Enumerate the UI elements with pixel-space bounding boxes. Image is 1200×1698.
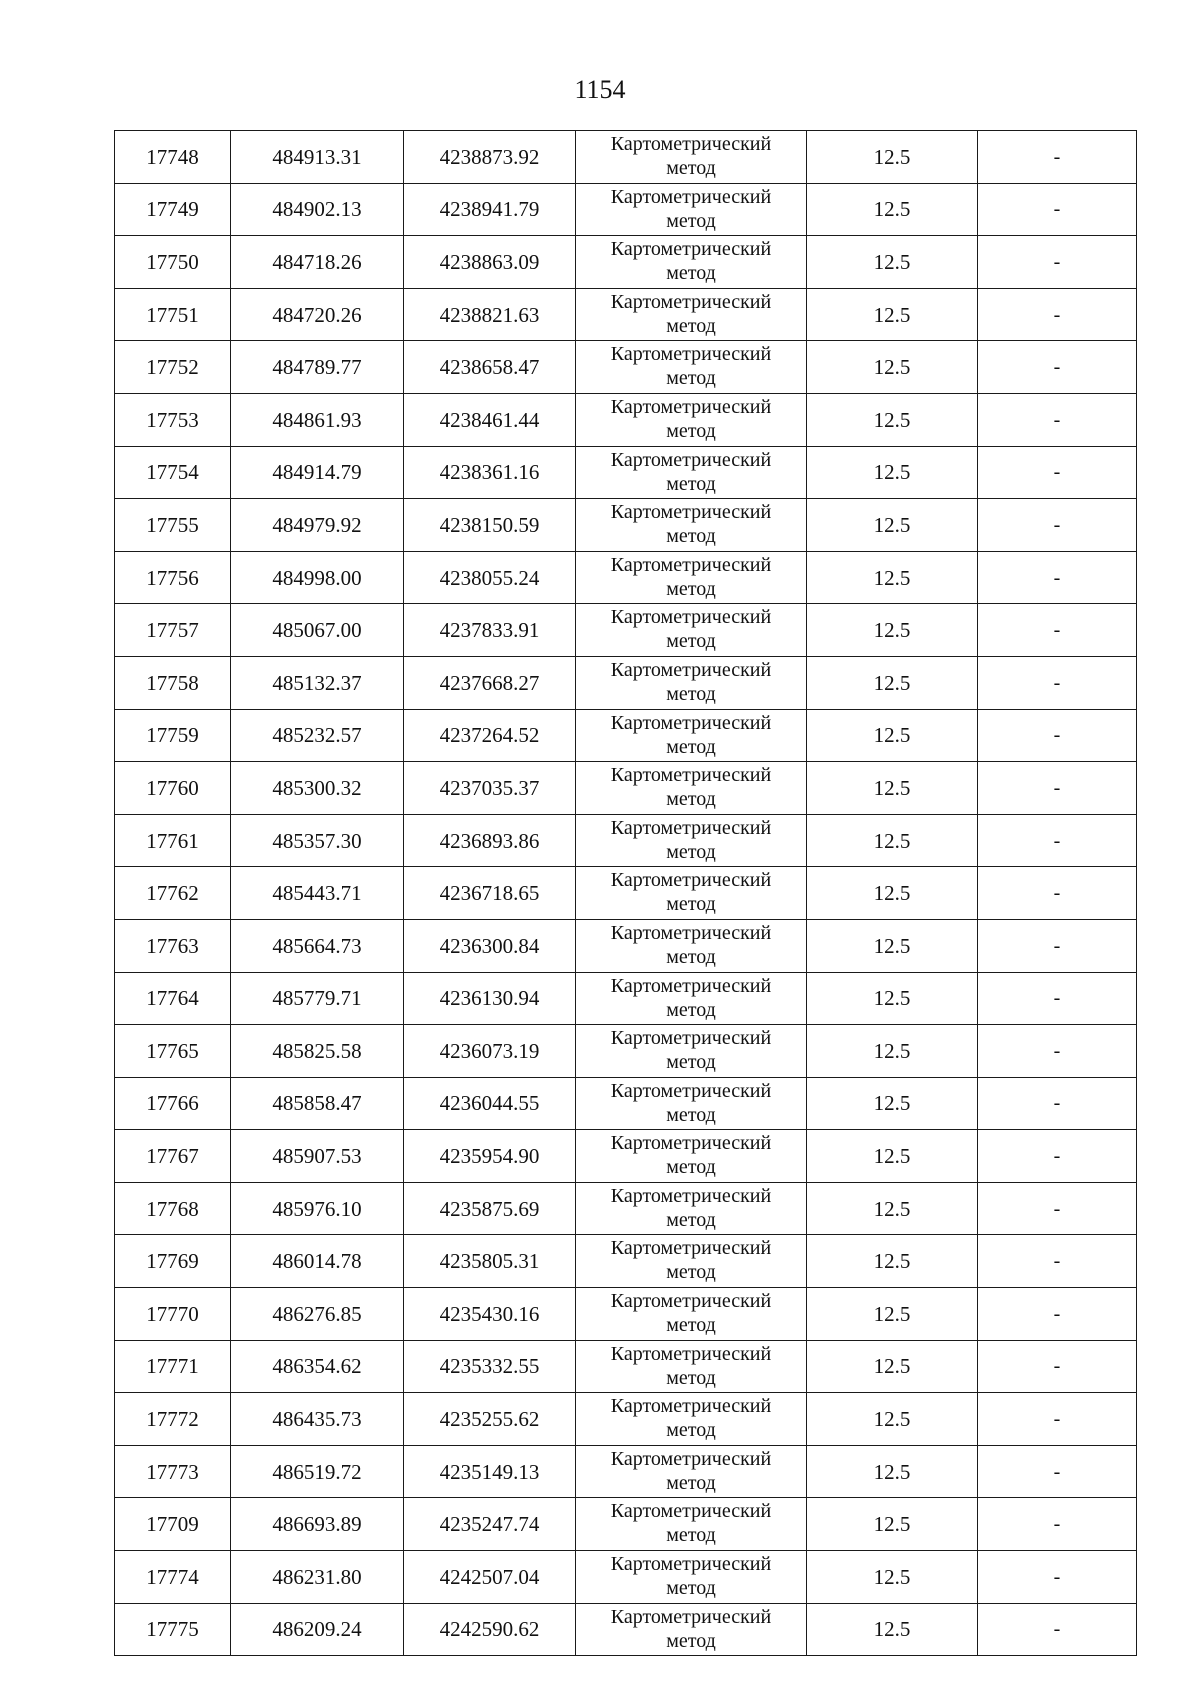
accuracy-cell: 12.5 [807,919,978,972]
table-row [115,656,1137,709]
x-coordinate-cell: 485825.58 [231,1025,404,1078]
page-number: 1154 [574,75,626,104]
x-coordinate-cell: 486276.85 [231,1288,404,1341]
note-cell: - [978,867,1137,920]
y-coordinate-cell: 4242507.04 [404,1551,576,1604]
method-cell [576,867,807,920]
method-cell [576,551,807,604]
method-line-2: метод [666,1366,716,1389]
accuracy-cell: 12.5 [807,1182,978,1235]
table-row [115,1077,1137,1130]
method-cell [576,814,807,867]
method-line-1: Картометрический [610,1447,772,1470]
note-cell: - [978,1182,1137,1235]
method-line-2: метод [666,1314,716,1337]
method-line-1: Картометрический [610,1237,772,1260]
x-coordinate-cell: 485976.10 [231,1182,404,1235]
method-line-2: метод [666,682,716,705]
method-cell [576,972,807,1025]
y-coordinate-cell: 4238658.47 [404,341,576,394]
table-row [115,1025,1137,1078]
method-line-1: Картометрический [610,1395,772,1418]
table-row [115,131,1137,184]
method-line-1: Картометрический [610,185,772,208]
note-cell: - [978,972,1137,1025]
method-line-2: метод [666,1156,716,1179]
x-coordinate-cell: 484789.77 [231,341,404,394]
note-cell: - [978,341,1137,394]
x-coordinate-cell: 484718.26 [231,236,404,289]
note-cell: - [978,499,1137,552]
accuracy-cell: 12.5 [807,972,978,1025]
point-number-cell: 17765 [115,1025,231,1078]
method-line-1: Картометрический [610,658,772,681]
y-coordinate-cell: 4235805.31 [404,1235,576,1288]
table-row [115,1445,1137,1498]
x-coordinate-cell: 484902.13 [231,183,404,236]
point-number-cell: 17775 [115,1603,231,1656]
point-number-cell: 17769 [115,1235,231,1288]
method-line-1: Картометрический [610,1132,772,1155]
method-line-1: Картометрический [610,1079,772,1102]
method-cell [576,236,807,289]
method-line-1: Картометрический [610,1342,772,1365]
method-cell [576,604,807,657]
note-cell: - [978,446,1137,499]
method-line-2: метод [666,735,716,758]
y-coordinate-cell: 4236073.19 [404,1025,576,1078]
accuracy-cell: 12.5 [807,288,978,341]
x-coordinate-cell: 486354.62 [231,1340,404,1393]
method-line-2: метод [666,1051,716,1074]
method-cell [576,656,807,709]
accuracy-cell: 12.5 [807,1393,978,1446]
method-line-1: Картометрический [610,395,772,418]
point-number-cell: 17770 [115,1288,231,1341]
x-coordinate-cell: 485858.47 [231,1077,404,1130]
y-coordinate-cell: 4238150.59 [404,499,576,552]
point-number-cell: 17757 [115,604,231,657]
method-cell [576,1498,807,1551]
x-coordinate-cell: 484913.31 [231,131,404,184]
method-line-2: метод [666,945,716,968]
accuracy-cell: 12.5 [807,1235,978,1288]
note-cell: - [978,709,1137,762]
y-coordinate-cell: 4236893.86 [404,814,576,867]
y-coordinate-cell: 4238863.09 [404,236,576,289]
method-cell [576,131,807,184]
y-coordinate-cell: 4238361.16 [404,446,576,499]
note-cell: - [978,1288,1137,1341]
table-row [115,919,1137,972]
point-number-cell: 17760 [115,762,231,815]
accuracy-cell: 12.5 [807,1551,978,1604]
y-coordinate-cell: 4242590.62 [404,1603,576,1656]
coordinates-table-body [115,131,1137,1656]
point-number-cell: 17767 [115,1130,231,1183]
method-line-1: Картометрический [610,1500,772,1523]
note-cell: - [978,656,1137,709]
x-coordinate-cell: 484720.26 [231,288,404,341]
x-coordinate-cell: 486519.72 [231,1445,404,1498]
method-line-1: Картометрический [610,921,772,944]
y-coordinate-cell: 4235430.16 [404,1288,576,1341]
table-row [115,1393,1137,1446]
method-cell [576,1445,807,1498]
point-number-cell: 17768 [115,1182,231,1235]
method-line-1: Картометрический [610,711,772,734]
method-line-2: метод [666,630,716,653]
x-coordinate-cell: 485132.37 [231,656,404,709]
y-coordinate-cell: 4235875.69 [404,1182,576,1235]
y-coordinate-cell: 4235149.13 [404,1445,576,1498]
x-coordinate-cell: 485443.71 [231,867,404,920]
y-coordinate-cell: 4235954.90 [404,1130,576,1183]
accuracy-cell: 12.5 [807,446,978,499]
note-cell: - [978,1551,1137,1604]
point-number-cell: 17763 [115,919,231,972]
method-cell [576,183,807,236]
table-row [115,709,1137,762]
method-cell [576,709,807,762]
note-cell: - [978,1025,1137,1078]
method-line-2: метод [666,367,716,390]
table-row [115,499,1137,552]
point-number-cell: 17751 [115,288,231,341]
method-cell [576,1025,807,1078]
method-cell [576,1551,807,1604]
table-row [115,1340,1137,1393]
y-coordinate-cell: 4236718.65 [404,867,576,920]
point-number-cell: 17771 [115,1340,231,1393]
method-line-2: метод [666,1524,716,1547]
point-number-cell: 17761 [115,814,231,867]
accuracy-cell: 12.5 [807,1025,978,1078]
table-row [115,1182,1137,1235]
accuracy-cell: 12.5 [807,604,978,657]
point-number-cell: 17766 [115,1077,231,1130]
point-number-cell: 17759 [115,709,231,762]
method-line-2: метод [666,1103,716,1126]
method-line-1: Картометрический [610,1184,772,1207]
method-line-1: Картометрический [610,606,772,629]
accuracy-cell: 12.5 [807,551,978,604]
method-cell [576,288,807,341]
method-cell [576,1182,807,1235]
table-row [115,183,1137,236]
table-row [115,1498,1137,1551]
note-cell: - [978,183,1137,236]
method-line-1: Картометрический [610,816,772,839]
point-number-cell: 17748 [115,131,231,184]
method-line-1: Картометрический [610,553,772,576]
method-cell [576,1235,807,1288]
x-coordinate-cell: 486014.78 [231,1235,404,1288]
y-coordinate-cell: 4235332.55 [404,1340,576,1393]
method-cell [576,762,807,815]
accuracy-cell: 12.5 [807,1603,978,1656]
y-coordinate-cell: 4238461.44 [404,393,576,446]
accuracy-cell: 12.5 [807,236,978,289]
table-row [115,288,1137,341]
table-row [115,393,1137,446]
accuracy-cell: 12.5 [807,867,978,920]
method-line-2: метод [666,314,716,337]
accuracy-cell: 12.5 [807,762,978,815]
method-line-2: метод [666,1629,716,1652]
method-line-2: метод [666,1419,716,1442]
method-line-2: метод [666,419,716,442]
note-cell: - [978,1445,1137,1498]
y-coordinate-cell: 4236044.55 [404,1077,576,1130]
point-number-cell: 17709 [115,1498,231,1551]
method-cell [576,1130,807,1183]
note-cell: - [978,1235,1137,1288]
accuracy-cell: 12.5 [807,183,978,236]
y-coordinate-cell: 4235247.74 [404,1498,576,1551]
method-cell [576,1393,807,1446]
point-number-cell: 17772 [115,1393,231,1446]
table-row [115,762,1137,815]
table-row [115,1551,1137,1604]
x-coordinate-cell: 484998.00 [231,551,404,604]
x-coordinate-cell: 485779.71 [231,972,404,1025]
note-cell: - [978,288,1137,341]
method-line-1: Картометрический [610,343,772,366]
y-coordinate-cell: 4238821.63 [404,288,576,341]
method-line-1: Картометрический [610,1027,772,1050]
accuracy-cell: 12.5 [807,1445,978,1498]
method-line-2: метод [666,893,716,916]
note-cell: - [978,393,1137,446]
method-line-2: метод [666,577,716,600]
x-coordinate-cell: 484861.93 [231,393,404,446]
method-line-1: Картометрический [610,764,772,787]
point-number-cell: 17750 [115,236,231,289]
accuracy-cell: 12.5 [807,1340,978,1393]
note-cell: - [978,919,1137,972]
table-row [115,446,1137,499]
point-number-cell: 17753 [115,393,231,446]
x-coordinate-cell: 485357.30 [231,814,404,867]
accuracy-cell: 12.5 [807,1130,978,1183]
x-coordinate-cell: 486209.24 [231,1603,404,1656]
point-number-cell: 17758 [115,656,231,709]
x-coordinate-cell: 486231.80 [231,1551,404,1604]
accuracy-cell: 12.5 [807,499,978,552]
method-cell [576,341,807,394]
method-line-1: Картометрический [610,869,772,892]
accuracy-cell: 12.5 [807,709,978,762]
method-cell [576,499,807,552]
point-number-cell: 17752 [115,341,231,394]
method-line-2: метод [666,209,716,232]
table-row [115,1130,1137,1183]
method-line-1: Картометрический [610,1605,772,1628]
method-line-2: метод [666,998,716,1021]
accuracy-cell: 12.5 [807,393,978,446]
table-row [115,1603,1137,1656]
accuracy-cell: 12.5 [807,1288,978,1341]
x-coordinate-cell: 485232.57 [231,709,404,762]
note-cell: - [978,814,1137,867]
x-coordinate-cell: 485067.00 [231,604,404,657]
x-coordinate-cell: 484914.79 [231,446,404,499]
method-line-2: метод [666,840,716,863]
note-cell: - [978,1340,1137,1393]
table-row [115,867,1137,920]
point-number-cell: 17764 [115,972,231,1025]
point-number-cell: 17774 [115,1551,231,1604]
method-cell [576,1288,807,1341]
note-cell: - [978,1603,1137,1656]
x-coordinate-cell: 485907.53 [231,1130,404,1183]
table-row [115,1235,1137,1288]
method-line-1: Картометрический [610,1553,772,1576]
note-cell: - [978,1130,1137,1183]
method-line-1: Картометрический [610,238,772,261]
x-coordinate-cell: 484979.92 [231,499,404,552]
method-line-2: метод [666,788,716,811]
table-row [115,814,1137,867]
y-coordinate-cell: 4237833.91 [404,604,576,657]
y-coordinate-cell: 4237035.37 [404,762,576,815]
note-cell: - [978,236,1137,289]
method-line-1: Картометрический [610,501,772,524]
method-line-2: метод [666,1261,716,1284]
table-row [115,551,1137,604]
method-cell [576,1077,807,1130]
method-line-2: метод [666,1577,716,1600]
method-cell [576,919,807,972]
note-cell: - [978,604,1137,657]
method-line-2: метод [666,262,716,285]
method-line-2: метод [666,525,716,548]
y-coordinate-cell: 4238055.24 [404,551,576,604]
method-line-1: Картометрический [610,448,772,471]
note-cell: - [978,1498,1137,1551]
point-number-cell: 17756 [115,551,231,604]
method-cell [576,393,807,446]
note-cell: - [978,762,1137,815]
note-cell: - [978,551,1137,604]
accuracy-cell: 12.5 [807,656,978,709]
accuracy-cell: 12.5 [807,1077,978,1130]
x-coordinate-cell: 486435.73 [231,1393,404,1446]
point-number-cell: 17755 [115,499,231,552]
y-coordinate-cell: 4237668.27 [404,656,576,709]
y-coordinate-cell: 4235255.62 [404,1393,576,1446]
y-coordinate-cell: 4238941.79 [404,183,576,236]
method-line-1: Картометрический [610,974,772,997]
method-line-2: метод [666,1471,716,1494]
x-coordinate-cell: 485664.73 [231,919,404,972]
method-line-2: метод [666,1208,716,1231]
table-row [115,341,1137,394]
method-cell [576,1340,807,1393]
y-coordinate-cell: 4236300.84 [404,919,576,972]
accuracy-cell: 12.5 [807,341,978,394]
method-cell [576,446,807,499]
note-cell: - [978,1393,1137,1446]
y-coordinate-cell: 4236130.94 [404,972,576,1025]
method-line-1: Картометрический [610,1290,772,1313]
accuracy-cell: 12.5 [807,1498,978,1551]
table-row [115,604,1137,657]
table-row [115,1288,1137,1341]
coordinates-table [114,130,1137,1656]
method-cell [576,1603,807,1656]
method-line-1: Картометрический [610,290,772,313]
method-line-2: метод [666,472,716,495]
method-line-2: метод [666,157,716,179]
accuracy-cell: 12.5 [807,131,978,184]
point-number-cell: 17749 [115,183,231,236]
table-row [115,972,1137,1025]
x-coordinate-cell: 486693.89 [231,1498,404,1551]
note-cell: - [978,1077,1137,1130]
point-number-cell: 17762 [115,867,231,920]
y-coordinate-cell: 4237264.52 [404,709,576,762]
accuracy-cell: 12.5 [807,814,978,867]
point-number-cell: 17773 [115,1445,231,1498]
table-row [115,236,1137,289]
point-number-cell: 17754 [115,446,231,499]
x-coordinate-cell: 485300.32 [231,762,404,815]
method-line-1: Картометрический [610,133,772,155]
note-cell: - [978,131,1137,184]
y-coordinate-cell: 4238873.92 [404,131,576,184]
